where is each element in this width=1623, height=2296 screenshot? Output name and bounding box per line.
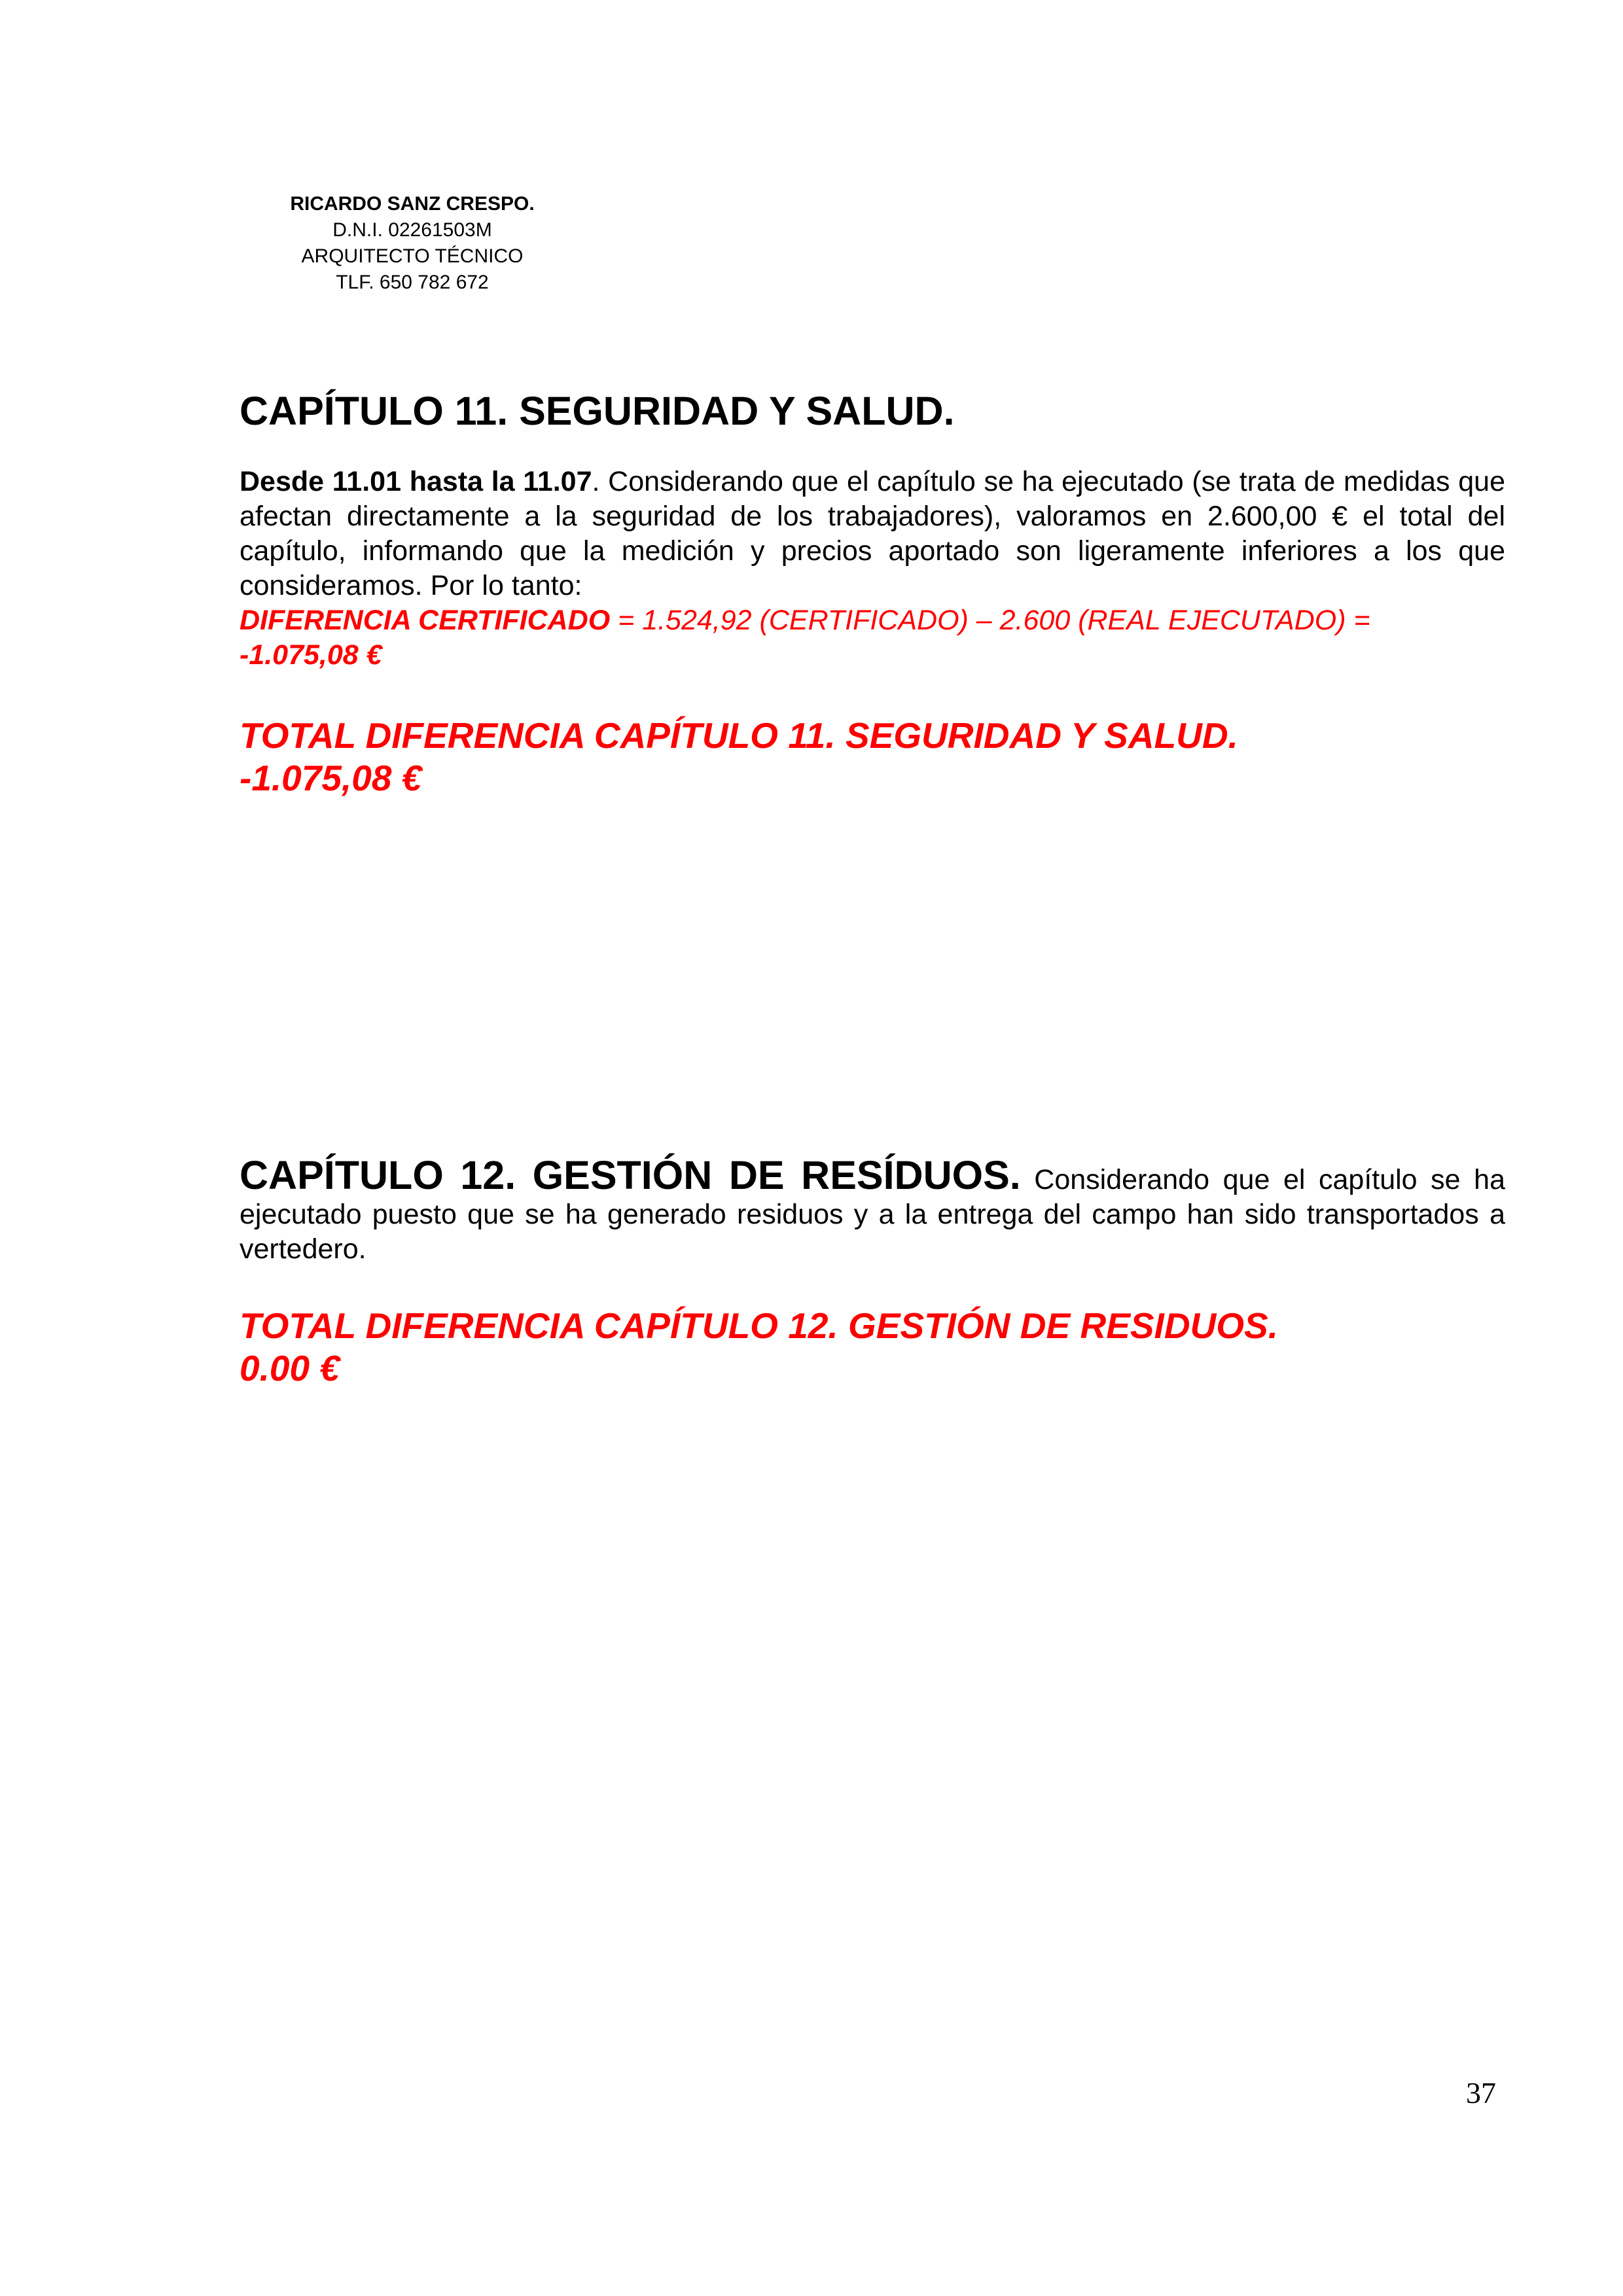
chapter-11-total-label: TOTAL DIFERENCIA CAPÍTULO 11. SEGURIDAD Y SALUD.: [240, 715, 1238, 756]
chapter-12-section: [240, 1153, 1505, 1390]
chapter-12-paragraph: [240, 1153, 1505, 1267]
author-name: RICARDO SANZ CRESPO.: [290, 193, 535, 215]
page-number: 37: [1466, 2076, 1496, 2110]
chapter-11-body: . Considerando que el capítulo se ha ejecutado (se trata de medidas que afectan directamente a la seguridad de los trabajadores), valoramos en 2.600,00 € el total del capítulo, informando que la medición y precios aportado son ligeramente inferiores a los que consideramos. Por lo tanto:: [240, 466, 1505, 601]
chapter-12-title: CAPÍTULO 12. GESTIÓN DE RESÍDUOS.: [240, 1153, 1021, 1197]
letterhead: [275, 191, 550, 296]
author-phone: TLF. 650 782 672: [336, 272, 489, 293]
author-profession: ARQUITECTO TÉCNICO: [301, 245, 524, 267]
chapter-11-section: [240, 387, 1505, 800]
chapter-12-total-value: 0.00 €: [240, 1348, 340, 1388]
difference-label: DIFERENCIA CERTIFICADO: [240, 605, 611, 636]
chapter-11-total-value: -1.075,08 €: [240, 758, 422, 798]
chapter-11-paragraph: [240, 465, 1505, 603]
chapter-12-body: Considerando que el capítulo se ha ejecutado puesto que se ha generado residuos y a la entrega del campo han sido transportados a vertedero.: [240, 1164, 1505, 1265]
chapter-11-range: Desde 11.01 hasta la 11.07: [240, 466, 592, 497]
chapter-11-difference-formula: [240, 603, 1505, 638]
author-dni: D.N.I. 02261503M: [332, 219, 492, 241]
difference-formula: = 1.524,92 (CERTIFICADO) – 2.600 (REAL EJECUTADO) =: [610, 605, 1370, 636]
chapter-12-total-label: TOTAL DIFERENCIA CAPÍTULO 12. GESTIÓN DE RESIDUOS.: [240, 1305, 1279, 1346]
chapter-11-title: CAPÍTULO 11. SEGURIDAD Y SALUD.: [240, 389, 955, 433]
difference-result: -1.075,08 €: [240, 639, 382, 671]
